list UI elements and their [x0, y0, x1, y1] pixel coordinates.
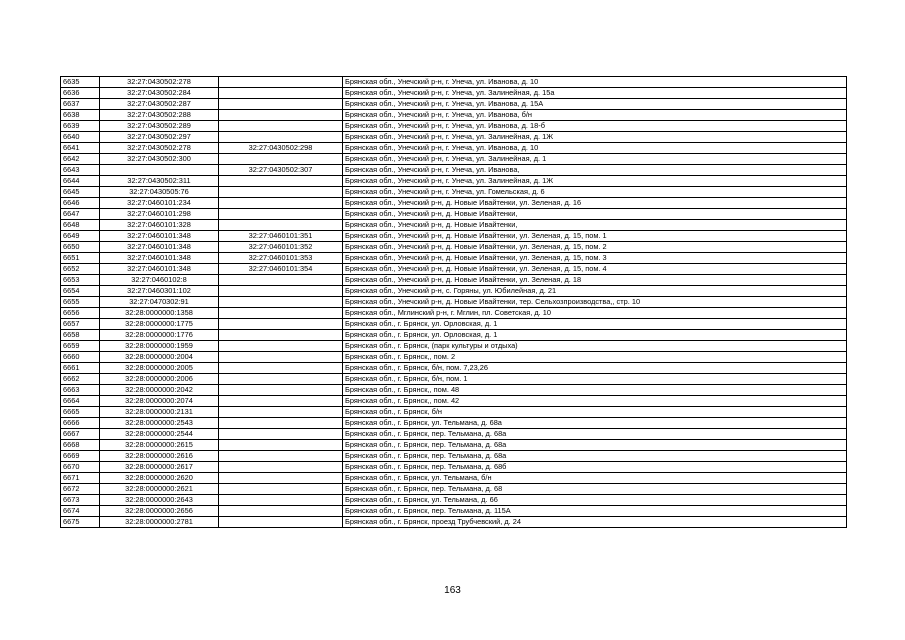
linked-cadastral-number-cell	[219, 88, 343, 99]
address-cell: Брянская обл., г. Брянск, ул. Тельмана, б/н	[343, 473, 847, 484]
address-cell: Брянская обл., г. Брянск, ул. Орловская, д. 1	[343, 319, 847, 330]
row-number-cell: 6635	[61, 77, 100, 88]
cadastral-number-cell: 32:27:0460101:234	[100, 198, 219, 209]
linked-cadastral-number-cell	[219, 385, 343, 396]
address-cell: Брянская обл., Мглинский р-н, г. Мглин, пл. Советская, д. 10	[343, 308, 847, 319]
cadastral-number-cell: 32:27:0460101:298	[100, 209, 219, 220]
table-row	[61, 517, 847, 528]
linked-cadastral-number-cell	[219, 473, 343, 484]
row-number-cell: 6662	[61, 374, 100, 385]
cadastral-number-cell: 32:27:0460101:348	[100, 242, 219, 253]
row-number-cell: 6669	[61, 451, 100, 462]
linked-cadastral-number-cell: 32:27:0460101:354	[219, 264, 343, 275]
cadastral-number-cell: 32:27:0430502:287	[100, 99, 219, 110]
address-cell: Брянская обл., г. Брянск, проезд Трубчевский, д. 24	[343, 517, 847, 528]
address-cell: Брянская обл., Унечский р-н, д. Новые Ивайтенки, ул. Зеленая, д. 16	[343, 198, 847, 209]
linked-cadastral-number-cell: 32:27:0430502:298	[219, 143, 343, 154]
table-row	[61, 451, 847, 462]
address-cell: Брянская обл., Унечский р-н, д. Новые Ивайтенки,	[343, 220, 847, 231]
row-number-cell: 6675	[61, 517, 100, 528]
row-number-cell: 6671	[61, 473, 100, 484]
row-number-cell: 6641	[61, 143, 100, 154]
table-row	[61, 319, 847, 330]
row-number-cell: 6656	[61, 308, 100, 319]
linked-cadastral-number-cell	[219, 176, 343, 187]
cadastral-number-cell: 32:28:0000000:1776	[100, 330, 219, 341]
linked-cadastral-number-cell	[219, 198, 343, 209]
cadastral-number-cell: 32:27:0460101:348	[100, 264, 219, 275]
linked-cadastral-number-cell	[219, 110, 343, 121]
table-row	[61, 330, 847, 341]
row-number-cell: 6663	[61, 385, 100, 396]
row-number-cell: 6645	[61, 187, 100, 198]
table-row	[61, 473, 847, 484]
cadastral-number-cell: 32:27:0430502:311	[100, 176, 219, 187]
property-registry-table	[60, 76, 847, 528]
table-row	[61, 132, 847, 143]
cadastral-number-cell: 32:28:0000000:2544	[100, 429, 219, 440]
row-number-cell: 6660	[61, 352, 100, 363]
row-number-cell: 6642	[61, 154, 100, 165]
table-row	[61, 385, 847, 396]
linked-cadastral-number-cell: 32:27:0430502:307	[219, 165, 343, 176]
linked-cadastral-number-cell	[219, 506, 343, 517]
table-row	[61, 176, 847, 187]
linked-cadastral-number-cell	[219, 374, 343, 385]
cadastral-number-cell: 32:27:0430502:300	[100, 154, 219, 165]
row-number-cell: 6672	[61, 484, 100, 495]
row-number-cell: 6673	[61, 495, 100, 506]
table-row	[61, 253, 847, 264]
address-cell: Брянская обл., г. Брянск, пер. Тельмана, д. 68б	[343, 462, 847, 473]
cadastral-number-cell: 32:28:0000000:2615	[100, 440, 219, 451]
table-row	[61, 308, 847, 319]
address-cell: Брянская обл., Унечский р-н, д. Новые Ивайтенки, ул. Зеленая, д. 15, пом. 2	[343, 242, 847, 253]
linked-cadastral-number-cell	[219, 352, 343, 363]
linked-cadastral-number-cell	[219, 451, 343, 462]
cadastral-number-cell: 32:27:0430502:289	[100, 121, 219, 132]
linked-cadastral-number-cell	[219, 363, 343, 374]
row-number-cell: 6674	[61, 506, 100, 517]
linked-cadastral-number-cell	[219, 308, 343, 319]
table-row	[61, 341, 847, 352]
linked-cadastral-number-cell	[219, 275, 343, 286]
address-cell: Брянская обл., Унечский р-н, г. Унеча, ул. Иванова,	[343, 165, 847, 176]
linked-cadastral-number-cell: 32:27:0460101:351	[219, 231, 343, 242]
address-cell: Брянская обл., г. Брянск, ул. Орловская, д. 1	[343, 330, 847, 341]
linked-cadastral-number-cell	[219, 462, 343, 473]
table-row	[61, 143, 847, 154]
table-row	[61, 220, 847, 231]
address-cell: Брянская обл., Унечский р-н, д. Новые Ивайтенки, ул. Зеленая, д. 15, пом. 1	[343, 231, 847, 242]
table-row	[61, 121, 847, 132]
linked-cadastral-number-cell	[219, 418, 343, 429]
document-sheet	[60, 76, 846, 528]
linked-cadastral-number-cell	[219, 319, 343, 330]
cadastral-number-cell: 32:28:0000000:2620	[100, 473, 219, 484]
row-number-cell: 6647	[61, 209, 100, 220]
cadastral-number-cell: 32:28:0000000:1358	[100, 308, 219, 319]
table-row	[61, 484, 847, 495]
cadastral-number-cell: 32:27:0460301:102	[100, 286, 219, 297]
cadastral-number-cell: 32:28:0000000:2006	[100, 374, 219, 385]
cadastral-number-cell: 32:27:0430502:297	[100, 132, 219, 143]
cadastral-number-cell: 32:28:0000000:2781	[100, 517, 219, 528]
address-cell: Брянская обл., Унечский р-н, г. Унеча, ул. Залинейная, д. 1	[343, 154, 847, 165]
address-cell: Брянская обл., Унечский р-н, г. Унеча, ул. Иванова, д. 10	[343, 77, 847, 88]
address-cell: Брянская обл., г. Брянск, пер. Тельмана, д. 115А	[343, 506, 847, 517]
table-row	[61, 495, 847, 506]
linked-cadastral-number-cell	[219, 495, 343, 506]
cadastral-number-cell: 32:27:0460101:348	[100, 253, 219, 264]
row-number-cell: 6661	[61, 363, 100, 374]
cadastral-number-cell: 32:28:0000000:2131	[100, 407, 219, 418]
address-cell: Брянская обл., Унечский р-н, д. Новые Ивайтенки,	[343, 209, 847, 220]
table-row	[61, 231, 847, 242]
linked-cadastral-number-cell	[219, 396, 343, 407]
table-row	[61, 264, 847, 275]
linked-cadastral-number-cell	[219, 440, 343, 451]
row-number-cell: 6644	[61, 176, 100, 187]
cadastral-number-cell: 32:27:0460102:8	[100, 275, 219, 286]
cadastral-number-cell: 32:27:0430505:76	[100, 187, 219, 198]
table-row	[61, 242, 847, 253]
linked-cadastral-number-cell	[219, 484, 343, 495]
linked-cadastral-number-cell	[219, 220, 343, 231]
table-row	[61, 198, 847, 209]
row-number-cell: 6670	[61, 462, 100, 473]
cadastral-number-cell: 32:28:0000000:2005	[100, 363, 219, 374]
linked-cadastral-number-cell	[219, 154, 343, 165]
linked-cadastral-number-cell	[219, 187, 343, 198]
row-number-cell: 6651	[61, 253, 100, 264]
address-cell: Брянская обл., Унечский р-н, с. Горяны, ул. Юбилейная, д. 21	[343, 286, 847, 297]
address-cell: Брянская обл., Унечский р-н, г. Унеча, ул. Залинейная, д. 1Ж	[343, 176, 847, 187]
address-cell: Брянская обл., г. Брянск, пер. Тельмана, д. 68	[343, 484, 847, 495]
table-row	[61, 506, 847, 517]
address-cell: Брянская обл., г. Брянск, пер. Тельмана, д. 68а	[343, 440, 847, 451]
address-cell: Брянская обл., Унечский р-н, д. Новые Ивайтенки, тер. Сельхозпроизводства,, стр. 10	[343, 297, 847, 308]
address-cell: Брянская обл., Унечский р-н, г. Унеча, ул. Залинейная, д. 1Ж	[343, 132, 847, 143]
cadastral-number-cell: 32:28:0000000:2042	[100, 385, 219, 396]
cadastral-number-cell: 32:28:0000000:2643	[100, 495, 219, 506]
linked-cadastral-number-cell	[219, 517, 343, 528]
row-number-cell: 6659	[61, 341, 100, 352]
address-cell: Брянская обл., г. Брянск, пер. Тельмана, д. 68а	[343, 429, 847, 440]
cadastral-number-cell: 32:27:0430502:284	[100, 88, 219, 99]
cadastral-number-cell: 32:28:0000000:1959	[100, 341, 219, 352]
address-cell: Брянская обл., г. Брянск, (парк культуры и отдыха)	[343, 341, 847, 352]
row-number-cell: 6653	[61, 275, 100, 286]
table-row	[61, 110, 847, 121]
row-number-cell: 6652	[61, 264, 100, 275]
linked-cadastral-number-cell	[219, 407, 343, 418]
address-cell: Брянская обл., г. Брянск, ул. Тельмана, д. 68а	[343, 418, 847, 429]
row-number-cell: 6640	[61, 132, 100, 143]
address-cell: Брянская обл., г. Брянск, б/н, пом. 7,23,26	[343, 363, 847, 374]
table-row	[61, 187, 847, 198]
table-row	[61, 275, 847, 286]
row-number-cell: 6665	[61, 407, 100, 418]
cadastral-number-cell	[100, 165, 219, 176]
address-cell: Брянская обл., Унечский р-н, г. Унеча, ул. Иванова, б/н	[343, 110, 847, 121]
linked-cadastral-number-cell	[219, 209, 343, 220]
cadastral-number-cell: 32:28:0000000:2543	[100, 418, 219, 429]
address-cell: Брянская обл., г. Брянск, ул. Тельмана, д. 66	[343, 495, 847, 506]
cadastral-number-cell: 32:28:0000000:2074	[100, 396, 219, 407]
cadastral-number-cell: 32:27:0430502:278	[100, 143, 219, 154]
table-row	[61, 363, 847, 374]
linked-cadastral-number-cell: 32:27:0460101:352	[219, 242, 343, 253]
row-number-cell: 6639	[61, 121, 100, 132]
address-cell: Брянская обл., г. Брянск,, пом. 2	[343, 352, 847, 363]
linked-cadastral-number-cell	[219, 297, 343, 308]
registry-table-body	[61, 77, 847, 528]
row-number-cell: 6654	[61, 286, 100, 297]
cadastral-number-cell: 32:27:0460101:348	[100, 231, 219, 242]
cadastral-number-cell: 32:28:0000000:2004	[100, 352, 219, 363]
cadastral-number-cell: 32:28:0000000:2621	[100, 484, 219, 495]
linked-cadastral-number-cell	[219, 286, 343, 297]
row-number-cell: 6643	[61, 165, 100, 176]
address-cell: Брянская обл., Унечский р-н, д. Новые Ивайтенки, ул. Зеленая, д. 15, пом. 3	[343, 253, 847, 264]
table-row	[61, 396, 847, 407]
linked-cadastral-number-cell	[219, 429, 343, 440]
linked-cadastral-number-cell	[219, 121, 343, 132]
address-cell: Брянская обл., г. Брянск, б/н, пом. 1	[343, 374, 847, 385]
cadastral-number-cell: 32:27:0430502:288	[100, 110, 219, 121]
table-row	[61, 352, 847, 363]
cadastral-number-cell: 32:28:0000000:1775	[100, 319, 219, 330]
row-number-cell: 6636	[61, 88, 100, 99]
address-cell: Брянская обл., Унечский р-н, г. Унеча, ул. Гомельская, д. 6	[343, 187, 847, 198]
table-row	[61, 297, 847, 308]
linked-cadastral-number-cell	[219, 330, 343, 341]
address-cell: Брянская обл., г. Брянск,, пом. 48	[343, 385, 847, 396]
table-row	[61, 88, 847, 99]
cadastral-number-cell: 32:28:0000000:2656	[100, 506, 219, 517]
row-number-cell: 6649	[61, 231, 100, 242]
row-number-cell: 6657	[61, 319, 100, 330]
address-cell: Брянская обл., Унечский р-н, д. Новые Ивайтенки, ул. Зеленая, д. 15, пом. 4	[343, 264, 847, 275]
row-number-cell: 6637	[61, 99, 100, 110]
linked-cadastral-number-cell	[219, 77, 343, 88]
table-row	[61, 165, 847, 176]
address-cell: Брянская обл., г. Брянск,, пом. 42	[343, 396, 847, 407]
address-cell: Брянская обл., Унечский р-н, г. Унеча, ул. Иванова, д. 18-б	[343, 121, 847, 132]
table-row	[61, 440, 847, 451]
linked-cadastral-number-cell	[219, 132, 343, 143]
row-number-cell: 6666	[61, 418, 100, 429]
address-cell: Брянская обл., Унечский р-н, г. Унеча, ул. Иванова, д. 10	[343, 143, 847, 154]
table-row	[61, 418, 847, 429]
table-row	[61, 209, 847, 220]
table-row	[61, 374, 847, 385]
row-number-cell: 6658	[61, 330, 100, 341]
cadastral-number-cell: 32:28:0000000:2616	[100, 451, 219, 462]
cadastral-number-cell: 32:28:0000000:2617	[100, 462, 219, 473]
table-row	[61, 407, 847, 418]
cadastral-number-cell: 32:27:0430502:278	[100, 77, 219, 88]
table-row	[61, 286, 847, 297]
table-row	[61, 99, 847, 110]
cadastral-number-cell: 32:27:0470302:91	[100, 297, 219, 308]
row-number-cell: 6648	[61, 220, 100, 231]
table-row	[61, 77, 847, 88]
table-row	[61, 429, 847, 440]
linked-cadastral-number-cell: 32:27:0460101:353	[219, 253, 343, 264]
table-row	[61, 462, 847, 473]
row-number-cell: 6638	[61, 110, 100, 121]
page-number: 163	[444, 585, 461, 596]
address-cell: Брянская обл., Унечский р-н, д. Новые Ивайтенки, ул. Зеленая, д. 18	[343, 275, 847, 286]
row-number-cell: 6667	[61, 429, 100, 440]
address-cell: Брянская обл., Унечский р-н, г. Унеча, ул. Залинейная, д. 15а	[343, 88, 847, 99]
row-number-cell: 6646	[61, 198, 100, 209]
row-number-cell: 6650	[61, 242, 100, 253]
linked-cadastral-number-cell	[219, 341, 343, 352]
row-number-cell: 6664	[61, 396, 100, 407]
cadastral-number-cell: 32:27:0460101:328	[100, 220, 219, 231]
address-cell: Брянская обл., г. Брянск, б/н	[343, 407, 847, 418]
row-number-cell: 6655	[61, 297, 100, 308]
address-cell: Брянская обл., г. Брянск, пер. Тельмана, д. 68а	[343, 451, 847, 462]
linked-cadastral-number-cell	[219, 99, 343, 110]
table-row	[61, 154, 847, 165]
row-number-cell: 6668	[61, 440, 100, 451]
address-cell: Брянская обл., Унечский р-н, г. Унеча, ул. Иванова, д. 15А	[343, 99, 847, 110]
